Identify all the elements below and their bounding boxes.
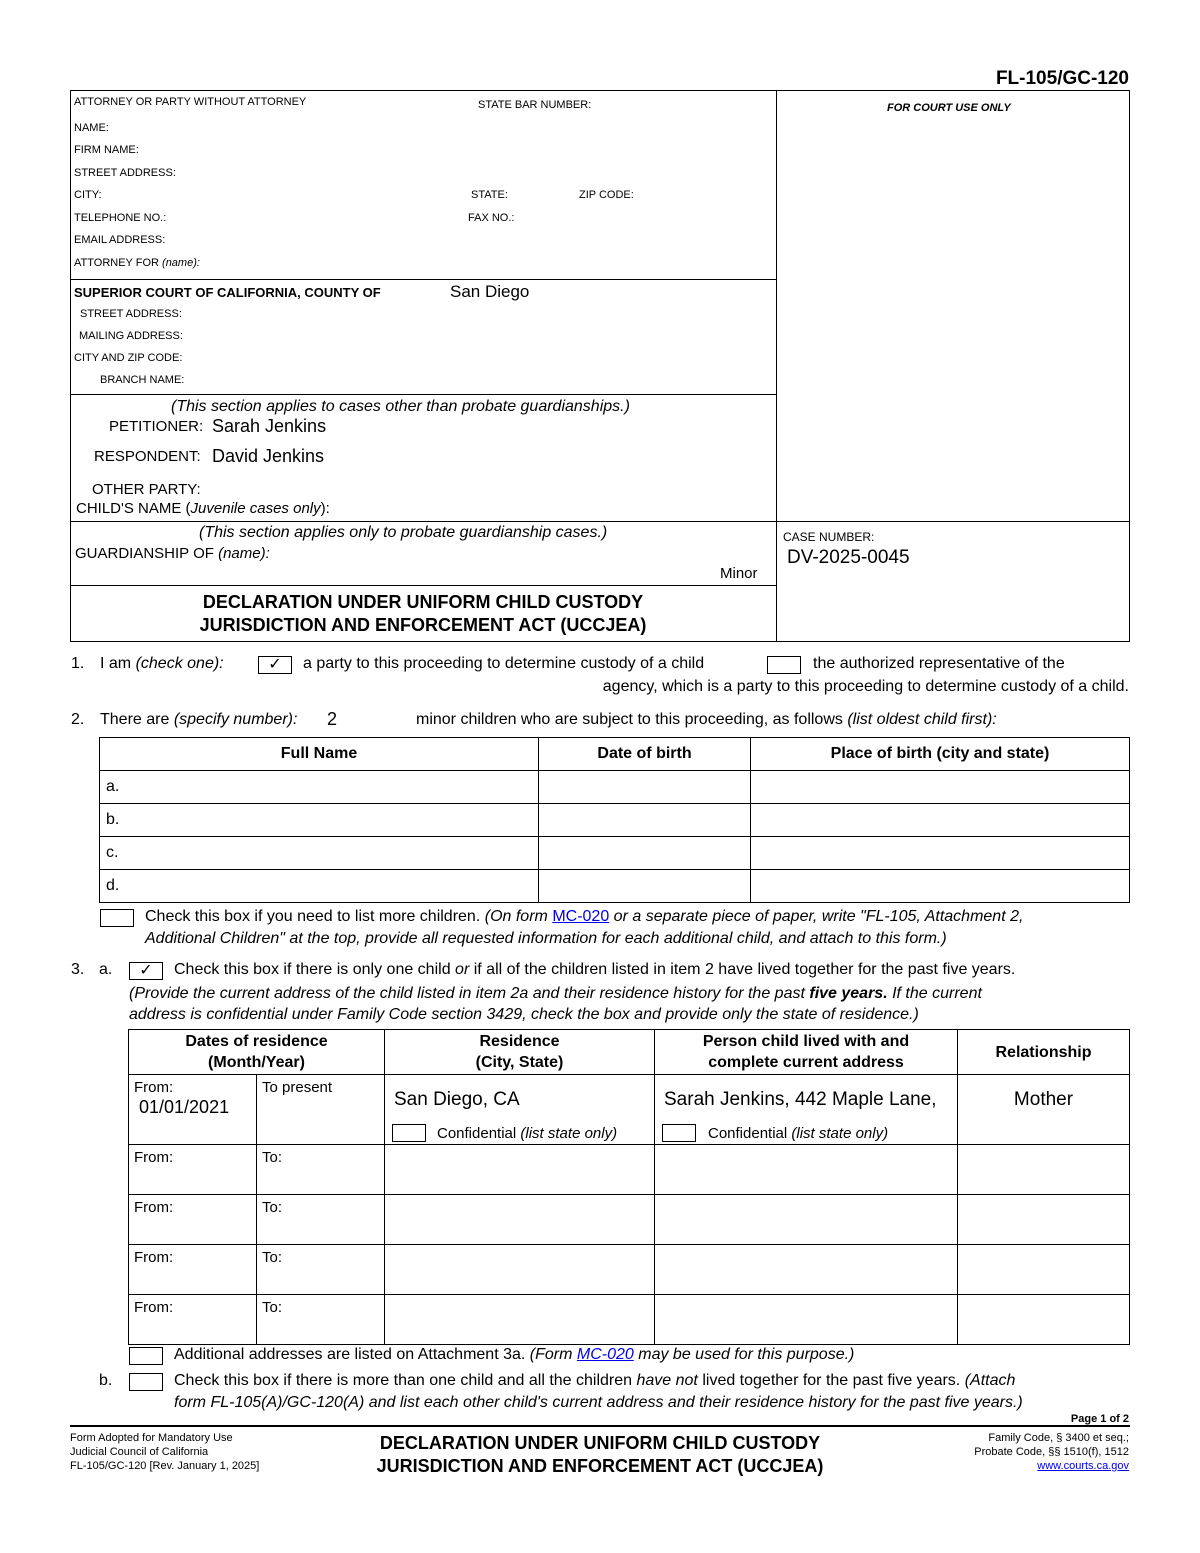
- item1-lead-text: I am: [100, 655, 132, 672]
- residence-conf-italic: (list state only): [520, 1125, 618, 1142]
- col-date-of-birth: Date of birth: [539, 738, 751, 771]
- item2-rest-italic: (list oldest child first):: [847, 711, 997, 728]
- person-conf-italic: (list state only): [791, 1125, 889, 1142]
- more-children-italic2: or a separate piece of paper, write "FL-105, Attachment 2,: [613, 908, 1024, 925]
- person-cell[interactable]: [655, 1245, 958, 1295]
- item3a-text2: if all of the children listed in item 2 have lived together for the past five years.: [473, 961, 1016, 978]
- form-id: FL-105/GC-120: [995, 68, 1129, 89]
- person-cell[interactable]: [655, 1295, 958, 1345]
- table-row: [129, 1145, 1130, 1195]
- table-row: [129, 1295, 1130, 1345]
- relationship-value[interactable]: Mother: [1013, 1089, 1074, 1110]
- guardianship-note: (This section applies only to probate guardianship cases.): [199, 524, 608, 541]
- item1-lead: [100, 655, 224, 673]
- table-row: [100, 837, 1130, 870]
- person-conf-text: Confidential: [708, 1125, 788, 1142]
- from-label: From:: [134, 1249, 174, 1266]
- item2-lead: [100, 711, 297, 729]
- guardianship-label-text: GUARDIANSHIP OF: [75, 545, 214, 562]
- to-label: To:: [262, 1249, 283, 1266]
- col-full-name: Full Name: [100, 738, 539, 771]
- item3a-letter: a.: [99, 961, 113, 978]
- person-value[interactable]: Sarah Jenkins, 442 Maple Lane,: [664, 1089, 937, 1110]
- person-cell[interactable]: [655, 1195, 958, 1245]
- court-branch-label[interactable]: BRANCH NAME:: [100, 374, 185, 386]
- case-number-value[interactable]: DV-2025-0045: [787, 547, 910, 568]
- child-dob-cell[interactable]: [539, 771, 751, 804]
- other-party-label[interactable]: OTHER PARTY:: [92, 481, 201, 498]
- minor-label: Minor: [720, 565, 758, 582]
- person-cell[interactable]: [655, 1075, 958, 1145]
- court-street-label[interactable]: STREET ADDRESS:: [80, 308, 182, 320]
- attorney-label: ATTORNEY OR PARTY WITHOUT ATTORNEY: [74, 96, 307, 108]
- tel-label[interactable]: TELEPHONE NO.:: [74, 212, 167, 224]
- item3b-text: [174, 1372, 1015, 1390]
- child-pob-cell[interactable]: [751, 804, 1130, 837]
- item3b-text1: Check this box if there is more than one child and all the children: [174, 1372, 633, 1389]
- from-cell[interactable]: [129, 1195, 257, 1245]
- child-dob-cell[interactable]: [539, 837, 751, 870]
- col-place-of-birth: Place of birth (city and state): [751, 738, 1130, 771]
- child-row-label[interactable]: b.: [100, 804, 539, 837]
- item3a-or: or: [455, 961, 470, 978]
- item3a-text1: Check this box if there is only one child: [174, 961, 451, 978]
- form-title-line2: JURISDICTION AND ENFORCEMENT ACT (UCCJEA): [199, 615, 647, 635]
- table-row: [100, 804, 1130, 837]
- from-cell[interactable]: [129, 1295, 257, 1345]
- table-row: [129, 1075, 1130, 1145]
- residence-confidential-checkbox[interactable]: [392, 1124, 426, 1142]
- item3-number: 3.: [71, 961, 85, 978]
- relationship-cell[interactable]: [958, 1245, 1130, 1295]
- from-label: From:: [134, 1199, 174, 1216]
- courts-website-link[interactable]: www.courts.ca.gov: [1037, 1460, 1129, 1472]
- from-label: From:: [134, 1299, 174, 1316]
- parties-note: (This section applies to cases other than probate guardianships.): [171, 398, 630, 415]
- court-use-label: FOR COURT USE ONLY: [887, 102, 1011, 114]
- footer-right-1: Family Code, § 3400 et seq.;: [988, 1432, 1129, 1444]
- footer-left-1: Form Adopted for Mandatory Use: [70, 1432, 233, 1444]
- item3b-italic: have not: [636, 1372, 698, 1389]
- item2-rest-text: minor children who are subject to this proceeding, as follows: [416, 711, 843, 728]
- fax-label[interactable]: FAX NO.:: [468, 212, 515, 224]
- petitioner-label: PETITIONER:: [109, 418, 204, 435]
- footer-left-2: Judicial Council of California: [70, 1446, 209, 1458]
- child-label-italic: Juvenile cases only: [190, 500, 321, 517]
- item3a-note2: If the current: [892, 985, 982, 1002]
- residence-cell[interactable]: [385, 1145, 655, 1195]
- child-pob-cell[interactable]: [751, 771, 1130, 804]
- residence-table: [128, 1029, 1130, 1345]
- person-confidential-checkbox[interactable]: [662, 1124, 696, 1142]
- child-label-text: CHILD'S NAME (: [76, 500, 191, 517]
- item1-lead-italic: (check one):: [135, 655, 224, 672]
- item3b-letter: b.: [99, 1372, 113, 1389]
- to-cell[interactable]: [257, 1075, 385, 1145]
- item1-number: 1.: [71, 655, 85, 672]
- from-cell[interactable]: [129, 1245, 257, 1295]
- item2-lead-text: There are: [100, 711, 170, 728]
- attachment-3a-text: [174, 1346, 854, 1364]
- attachment-3a-italic1: (Form: [529, 1346, 573, 1363]
- child-dob-cell[interactable]: [539, 804, 751, 837]
- residence-value[interactable]: San Diego, CA: [394, 1089, 520, 1110]
- court-mailing-label[interactable]: MAILING ADDRESS:: [79, 330, 183, 342]
- page-number: Page 1 of 2: [1070, 1413, 1129, 1425]
- col-relationship: Relationship: [958, 1030, 1130, 1075]
- to-label: To:: [262, 1199, 283, 1216]
- item1-agency-text: the authorized representative of the: [813, 655, 1065, 672]
- table-row: [129, 1195, 1130, 1245]
- respondent-value[interactable]: David Jenkins: [212, 446, 325, 466]
- street-label[interactable]: STREET ADDRESS:: [74, 167, 176, 179]
- case-number-label: CASE NUMBER:: [783, 530, 875, 544]
- attorney-for-name: (name):: [162, 257, 200, 269]
- col-residence-line2: (City, State): [475, 1054, 564, 1071]
- guardianship-label[interactable]: [75, 545, 270, 562]
- attachment-3a-italic2: may be used for this purpose.): [638, 1346, 855, 1363]
- mc020-link[interactable]: MC-020: [552, 908, 610, 925]
- attachment-3a-main: Additional addresses are listed on Attachment 3a.: [174, 1346, 526, 1363]
- footer-left-3: FL-105/GC-120 [Rev. January 1, 2025]: [70, 1460, 260, 1472]
- state-bar-label: STATE BAR NUMBER:: [478, 99, 592, 111]
- state-label[interactable]: STATE:: [471, 189, 508, 201]
- col-person: [655, 1030, 958, 1075]
- to-cell[interactable]: [257, 1145, 385, 1195]
- from-date-value[interactable]: 01/01/2021: [139, 1097, 230, 1117]
- guardianship-label-italic: (name):: [218, 545, 270, 562]
- child-pob-cell[interactable]: [751, 870, 1130, 903]
- child-pob-cell[interactable]: [751, 837, 1130, 870]
- item3b-line2: form FL-105(A)/GC-120(A) and list each other child's current address and their residence history for the past five years.): [174, 1394, 1023, 1411]
- children-count-value[interactable]: 2: [327, 709, 338, 729]
- from-label: From:: [134, 1079, 174, 1096]
- item1-agency-checkbox[interactable]: [767, 656, 801, 674]
- from-label: From:: [134, 1149, 174, 1166]
- residence-cell[interactable]: [385, 1245, 655, 1295]
- more-children-line2: Additional Children" at the top, provide all requested information for each additional child, and attach to this form.): [145, 930, 947, 947]
- item2-rest: [416, 711, 997, 729]
- name-label[interactable]: NAME:: [74, 122, 109, 134]
- email-label[interactable]: EMAIL ADDRESS:: [74, 234, 166, 246]
- relationship-cell[interactable]: [958, 1145, 1130, 1195]
- respondent-label: RESPONDENT:: [94, 448, 201, 465]
- residence-cell[interactable]: [385, 1075, 655, 1145]
- to-cell[interactable]: [257, 1295, 385, 1345]
- table-row: [100, 870, 1130, 903]
- item1-party-text: a party to this proceeding to determine custody of a child: [303, 655, 705, 672]
- table-row: [100, 771, 1130, 804]
- relationship-cell[interactable]: [958, 1295, 1130, 1345]
- petitioner-value[interactable]: Sarah Jenkins: [212, 416, 327, 436]
- item3b-checkbox[interactable]: [129, 1373, 163, 1391]
- child-row-label[interactable]: d.: [100, 870, 539, 903]
- footer-title-2: JURISDICTION AND ENFORCEMENT ACT (UCCJEA): [376, 1456, 824, 1476]
- court-cityzip-label[interactable]: CITY AND ZIP CODE:: [74, 352, 183, 364]
- to-cell[interactable]: [257, 1245, 385, 1295]
- mc020-link-2[interactable]: MC-020: [576, 1346, 634, 1363]
- item3a-text: [174, 961, 1015, 979]
- attachment-3a-checkbox[interactable]: [129, 1347, 163, 1365]
- item1-party-checkbox[interactable]: ✓: [258, 656, 292, 674]
- child-name-label[interactable]: [76, 500, 330, 517]
- col-person-line2: complete current address: [708, 1054, 904, 1071]
- col-person-line1: Person child lived with and: [702, 1033, 910, 1050]
- footer-title-1: DECLARATION UNDER UNIFORM CHILD CUSTODY: [379, 1433, 821, 1453]
- children-table: [99, 737, 1130, 903]
- item3b-text2: lived together for the past five years.: [702, 1372, 961, 1389]
- to-label: To:: [262, 1149, 283, 1166]
- more-children-checkbox[interactable]: [100, 909, 134, 927]
- item1-agency-line2: agency, which is a party to this proceeding to determine custody of a child.: [602, 678, 1129, 695]
- attorney-for-label[interactable]: [74, 257, 200, 269]
- table-row: [129, 1245, 1130, 1295]
- to-cell[interactable]: [257, 1195, 385, 1245]
- relationship-cell[interactable]: [958, 1075, 1130, 1145]
- more-children-main: Check this box if you need to list more children.: [145, 908, 481, 925]
- item3a-note-line2: address is confidential under Family Code section 3429, check the box and provide only the state of residence.): [129, 1006, 919, 1023]
- col-dates-line1: Dates of residence: [185, 1033, 328, 1050]
- to-label: To:: [262, 1299, 283, 1316]
- person-cell[interactable]: [655, 1145, 958, 1195]
- zip-label[interactable]: ZIP CODE:: [579, 189, 634, 201]
- city-label[interactable]: CITY:: [74, 189, 102, 201]
- col-dates-line2: (Month/Year): [208, 1054, 305, 1071]
- item3a-checkbox[interactable]: ✓: [129, 962, 163, 980]
- item3a-note-bold: five years.: [809, 985, 888, 1002]
- residence-conf-text: Confidential: [437, 1125, 517, 1142]
- from-cell[interactable]: [129, 1145, 257, 1195]
- item2-lead-italic: (specify number):: [173, 711, 298, 728]
- to-present-label: To present: [262, 1079, 333, 1096]
- attorney-for-text: ATTORNEY FOR: [74, 257, 159, 269]
- item3a-note-line1: [129, 985, 982, 1003]
- child-label-end: ):: [320, 500, 330, 517]
- from-cell[interactable]: [129, 1075, 257, 1145]
- col-dates: [129, 1030, 385, 1075]
- col-residence: [385, 1030, 655, 1075]
- court-heading: SUPERIOR COURT OF CALIFORNIA, COUNTY OF: [74, 285, 381, 300]
- more-children-italic1: (On form: [484, 908, 548, 925]
- child-row-label[interactable]: c.: [100, 837, 539, 870]
- firm-label[interactable]: FIRM NAME:: [74, 144, 139, 156]
- item3a-note1: (Provide the current address of the child listed in item 2a and their residence history for the past: [129, 985, 805, 1002]
- relationship-cell[interactable]: [958, 1195, 1130, 1245]
- county-value[interactable]: San Diego: [450, 282, 530, 301]
- residence-cell[interactable]: [385, 1195, 655, 1245]
- item2-number: 2.: [71, 711, 85, 728]
- form-title-line1: DECLARATION UNDER UNIFORM CHILD CUSTODY: [202, 592, 644, 612]
- residence-confidential-label: [437, 1125, 617, 1142]
- more-children-text: [145, 908, 1023, 926]
- col-residence-line1: Residence: [479, 1033, 560, 1050]
- person-confidential-label: [708, 1125, 888, 1142]
- child-dob-cell[interactable]: [539, 870, 751, 903]
- item3b-italic2: (Attach: [964, 1372, 1016, 1389]
- residence-cell[interactable]: [385, 1295, 655, 1345]
- child-row-label[interactable]: a.: [100, 771, 539, 804]
- footer-right-2: Probate Code, §§ 1510(f), 1512: [974, 1446, 1129, 1458]
